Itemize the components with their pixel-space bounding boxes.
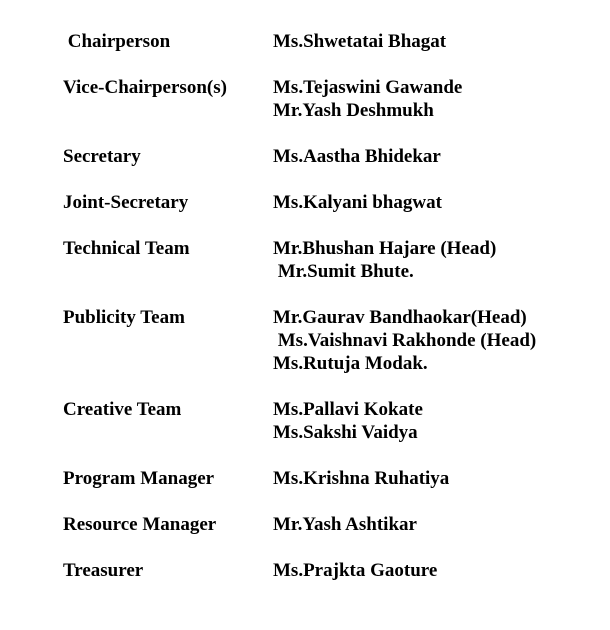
member-name: Ms.Rutuja Modak.: [273, 353, 428, 374]
committee-row: [63, 306, 590, 375]
member-names: [273, 76, 590, 122]
member-name: Ms.Pallavi Kokate: [273, 399, 423, 420]
role-label: Technical Team: [63, 238, 190, 259]
member-name: Ms.Aastha Bhidekar: [273, 146, 441, 167]
member-names: [273, 237, 590, 283]
role-label: Publicity Team: [63, 307, 185, 328]
member-names: [273, 191, 590, 214]
role-label: Treasurer: [63, 560, 144, 581]
member-names: [273, 467, 590, 490]
committee-row: [63, 513, 590, 536]
member-name: Mr.Yash Deshmukh: [273, 100, 434, 121]
committee-row: [63, 467, 590, 490]
member-name: Ms.Krishna Ruhatiya: [273, 468, 450, 489]
member-name: Mr.Sumit Bhute.: [273, 261, 414, 282]
committee-row: [63, 76, 590, 122]
member-name: Mr.Bhushan Hajare (Head): [273, 238, 497, 259]
role-label: Resource Manager: [63, 514, 217, 535]
member-name: Ms.Vaishnavi Rakhonde (Head): [273, 330, 537, 351]
role-label: Secretary: [63, 146, 141, 167]
committee-rows: [63, 30, 590, 582]
member-name: Ms.Shwetatai Bhagat: [273, 31, 447, 52]
member-name: Ms.Prajkta Gaoture: [273, 560, 438, 581]
member-names: [273, 145, 590, 168]
member-names: [273, 306, 590, 375]
member-names: [273, 513, 590, 536]
committee-row: [63, 559, 590, 582]
member-name: Ms.Sakshi Vaidya: [273, 422, 418, 443]
role-label: Chairperson: [63, 31, 171, 52]
member-name: Ms.Tejaswini Gawande: [273, 77, 463, 98]
committee-row: [63, 398, 590, 444]
member-name: Mr.Gaurav Bandhaokar(Head): [273, 307, 527, 328]
role-label: Program Manager: [63, 468, 215, 489]
member-names: [273, 559, 590, 582]
member-name: Ms.Kalyani bhagwat: [273, 192, 442, 213]
member-names: [273, 30, 590, 53]
committee-row: [63, 30, 590, 53]
role-label: Joint-Secretary: [63, 192, 189, 213]
member-names: [273, 398, 590, 444]
committee-row: [63, 237, 590, 283]
member-name: Mr.Yash Ashtikar: [273, 514, 417, 535]
role-label: Vice-Chairperson(s): [63, 77, 227, 98]
committee-row: [63, 191, 590, 214]
role-label: Creative Team: [63, 399, 182, 420]
committee-row: [63, 145, 590, 168]
